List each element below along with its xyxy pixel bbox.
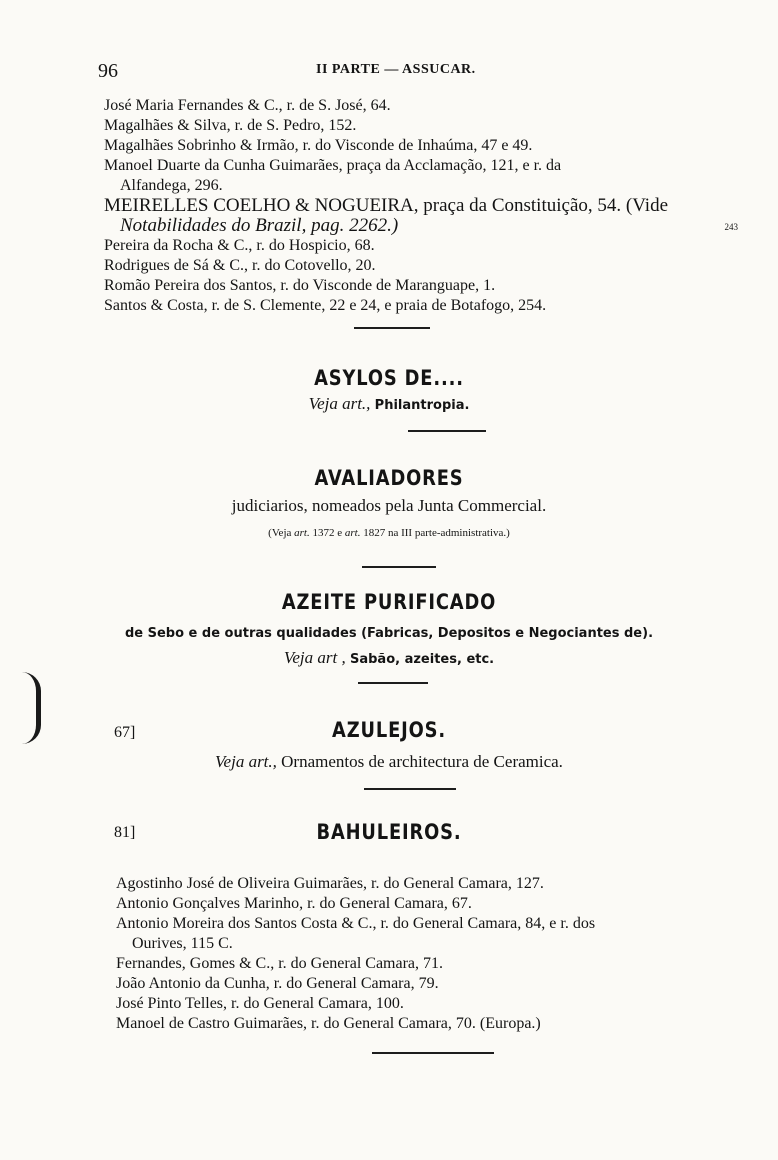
list-item: Romão Pereira dos Santos, r. do Visconde de Maranguape, 1. <box>104 277 496 294</box>
cross-reference: Philantropia. <box>374 398 470 413</box>
ref-text: (Veja <box>268 527 292 539</box>
see-article: Veja art., <box>308 394 371 413</box>
list-item: Antonio Gonçalves Marinho, r. do General Camara, 67. <box>116 895 472 912</box>
section-heading-asylos: ASYLOS DE.... <box>314 366 464 390</box>
asylos-see-line <box>0 394 778 414</box>
azeite-see-line <box>0 648 778 668</box>
bahuleiros-list <box>116 874 756 1034</box>
see-article: Veja art , <box>283 648 346 667</box>
avaliadores-description: judiciarios, nomeados pela Junta Commercial. <box>231 496 547 515</box>
list-item: Santos & Costa, r. de S. Clemente, 22 e 24, e praia de Botafogo, 254. <box>104 297 547 314</box>
ref-art: art. <box>344 527 361 539</box>
list-item: MEIRELLES COELHO & NOGUEIRA, praça da Constituição, 54. (Vide <box>104 195 669 216</box>
divider <box>354 327 430 329</box>
list-item: Fernandes, Gomes & C., r. do General Camara, 71. <box>116 955 444 972</box>
list-item-continuation: Alfandega, 296. <box>120 177 223 194</box>
list-item: José Maria Fernandes & C., r. de S. José, 64. <box>104 97 391 114</box>
entry-number: 67] <box>114 724 136 741</box>
list-item: Pereira da Rocha & C., r. do Hospicio, 68. <box>104 237 375 254</box>
azeite-text: de Sebo e de outras qualidades (Fabricas, Depositos e Negociantes de). <box>124 626 654 641</box>
list-item: João Antonio da Cunha, r. do General Camara, 79. <box>116 975 439 992</box>
list-item: Magalhães Sobrinho & Irmão, r. do Visconde de Inhaúma, 47 e 49. <box>104 137 533 154</box>
side-note: 243 <box>724 222 738 232</box>
list-item: Agostinho José de Oliveira Guimarães, r. do General Camara, 127. <box>116 875 544 892</box>
section-heading-azulejos: AZULEJOS. <box>332 718 446 742</box>
entry-number: 81] <box>114 824 136 841</box>
ref-text: 1372 e <box>312 527 343 539</box>
azulejos-see-line <box>0 752 778 772</box>
divider <box>408 430 486 432</box>
section-heading-bahuleiros: BAHULEIROS. <box>316 820 462 844</box>
list-item: Rodrigues de Sá & C., r. do Cotovello, 20. <box>104 257 376 274</box>
divider <box>372 1052 494 1054</box>
list-item: José Pinto Telles, r. do General Camara, 100. <box>116 995 404 1012</box>
azeite-description <box>0 622 778 642</box>
page-number: 96 <box>98 60 118 82</box>
top-entries-list <box>104 96 744 316</box>
cross-reference: Sabão, azeites, etc. <box>349 652 495 667</box>
see-article: Veja art., <box>215 752 277 771</box>
list-item-continuation: Ourives, 115 C. <box>132 935 233 952</box>
list-item: Manoel Duarte da Cunha Guimarães, praça da Acclamação, 121, e r. da <box>104 157 562 174</box>
divider <box>362 566 436 568</box>
avaliadores-reference <box>0 527 778 539</box>
cross-reference: Ornamentos de architectura de Ceramica. <box>281 752 563 771</box>
list-item-continuation: Notabilidades do Brazil, pag. 2262.) <box>120 215 399 236</box>
section-heading-azeite: AZEITE PURIFICADO <box>281 590 497 614</box>
section-heading-avaliadores: AVALIADORES <box>314 466 464 490</box>
list-item: Antonio Moreira dos Santos Costa & C., r. do General Camara, 84, e r. dos <box>116 915 596 932</box>
list-item: Manoel de Castro Guimarães, r. do General Camara, 70. (Europa.) <box>116 1015 541 1032</box>
running-title: II PARTE — ASSUCAR. <box>316 62 476 77</box>
margin-bracket-mark <box>22 672 41 744</box>
divider <box>358 682 428 684</box>
list-item: Magalhães & Silva, r. de S. Pedro, 152. <box>104 117 357 134</box>
ref-art: art. <box>294 527 310 539</box>
divider <box>364 788 456 790</box>
ref-text: 1827 na III parte-administrativa.) <box>363 527 510 539</box>
